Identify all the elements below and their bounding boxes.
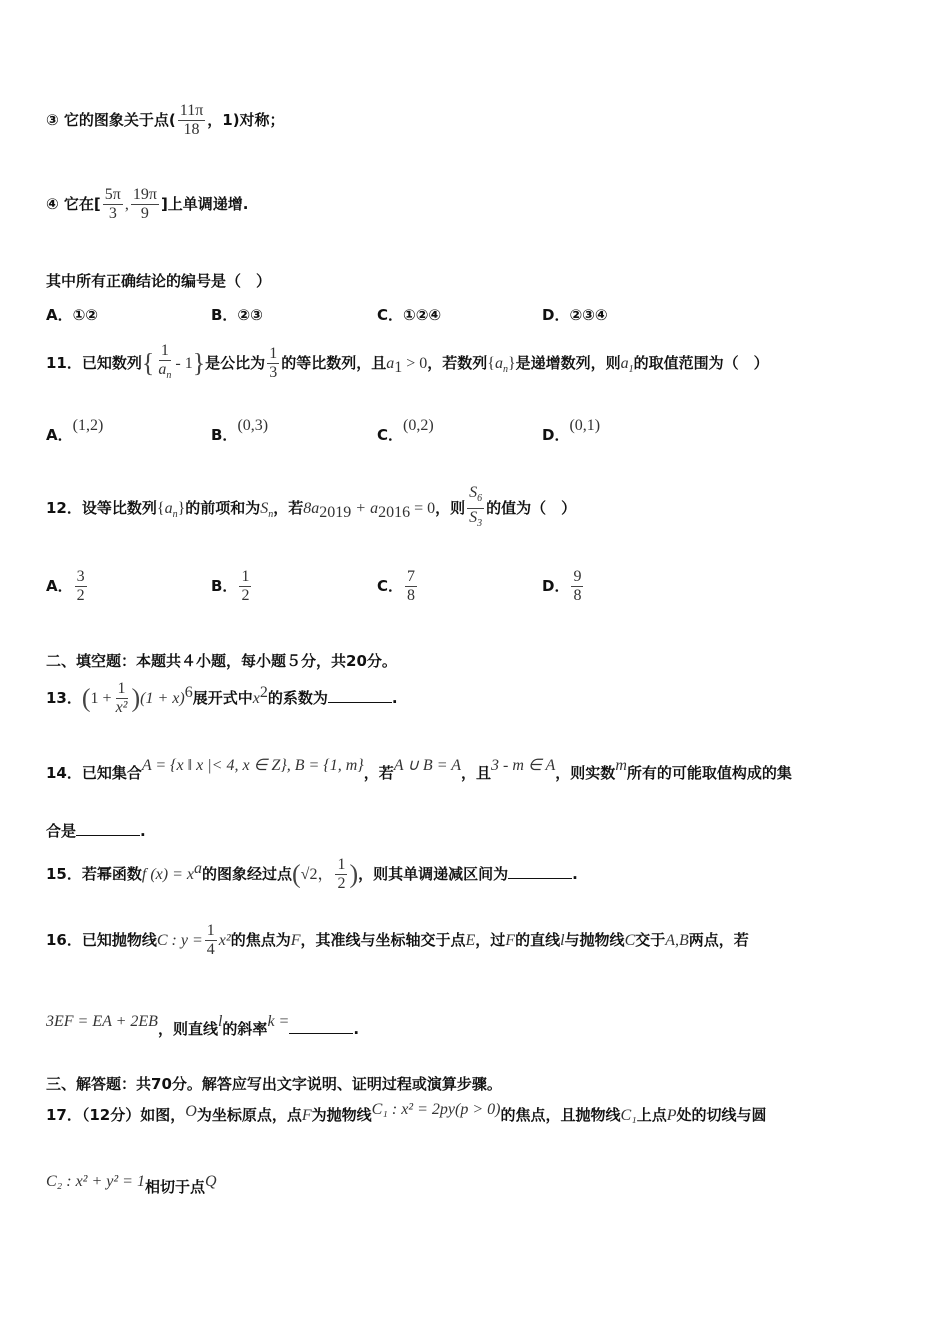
numerator-var: S [469, 484, 478, 501]
comma: , [124, 196, 129, 213]
fraction [571, 568, 583, 605]
q10-option-c[interactable]: C．①②④ [377, 306, 442, 324]
origin-o: O [185, 1103, 197, 1120]
q14-text5: 合是 [46, 822, 77, 840]
q11-text1: 是公比为 [205, 354, 266, 373]
q10-option-b[interactable]: B．②③ [211, 306, 263, 324]
period: . [572, 865, 578, 883]
expr-part2: (1 + x) [140, 690, 185, 707]
function-expr: f (x) = x [141, 866, 194, 883]
condition-expression: 3 - m ∈ A [490, 757, 556, 774]
paren-right: ) [349, 859, 359, 889]
minus-one: - 1 [175, 355, 193, 373]
sequence-term: $a_n$ [164, 500, 178, 521]
option-label: A． [46, 577, 73, 595]
denominator [467, 509, 484, 533]
denominator: 9 [140, 205, 149, 222]
q12-text1: 的前项和为 [185, 499, 261, 518]
q14-text4: 所有的可能取值构成的集 [626, 764, 792, 782]
q16-question [46, 922, 749, 959]
q16-text3: ，过 [475, 931, 506, 949]
q15-text2: ，则其单调递减区间为 [358, 865, 509, 883]
focus-f: F [290, 932, 301, 949]
point-x: √2 [300, 866, 318, 883]
q16-question-cont [46, 1013, 360, 1039]
q11-text3: ，若数列 [427, 354, 488, 373]
q10-item4 [46, 186, 249, 223]
option-label: B． [211, 577, 238, 595]
q12-question [46, 484, 576, 533]
q11-option-c[interactable] [377, 417, 434, 445]
denominator: 2 [76, 587, 85, 604]
fraction [75, 568, 87, 605]
q17-question [46, 1101, 767, 1125]
answer-blank[interactable] [76, 821, 140, 836]
first-term: $a_1$ [620, 355, 634, 376]
slope-k: k = [267, 1013, 290, 1030]
q10-item4-prefix: ④ 它在[ [46, 195, 101, 213]
period: . [391, 689, 398, 707]
numerator: 3 [76, 568, 85, 585]
fraction [178, 102, 205, 139]
curve-rhs: x² [218, 932, 231, 949]
q17-number: 17．（12分）如图， [46, 1106, 186, 1124]
fraction [156, 342, 173, 385]
parabola-c1: C₁ : x² = 2py [371, 1101, 455, 1118]
q11-option-b[interactable] [211, 417, 269, 445]
q17-text4: 上点 [636, 1106, 667, 1124]
q12-text4: 的值为（ ） [486, 499, 577, 518]
circle-c2: C₂ : x² + y² = 1 [46, 1173, 145, 1190]
eq-a: 8a [303, 500, 320, 518]
numerator: 1 [269, 345, 278, 363]
option-value: (1,2) [72, 417, 104, 434]
option-value: (0,1) [569, 417, 601, 434]
fraction [239, 568, 251, 605]
numerator: 9 [573, 568, 582, 585]
curve-lhs: C : y = [156, 932, 203, 949]
denominator: 8 [407, 587, 416, 604]
numerator: 1 [337, 856, 346, 873]
point-p: P [666, 1107, 677, 1124]
q13-question [46, 680, 398, 717]
q11-number: 11．已知数列 [46, 354, 142, 373]
q12-number: 12．设等比数列 [46, 499, 157, 518]
option-value: (0,2) [403, 417, 434, 434]
fraction [405, 568, 417, 605]
point-q: Q [204, 1173, 217, 1190]
variable: x [252, 690, 260, 707]
eq-d: 2016 [378, 504, 411, 522]
condition-rest: > 0 [402, 355, 428, 373]
numerator: 1 [241, 568, 250, 585]
answer-blank[interactable] [289, 1019, 353, 1034]
denominator: 2 [337, 875, 346, 892]
answer-blank[interactable] [508, 864, 572, 879]
q17-text1: 为坐标原点，点 [196, 1106, 302, 1124]
q10-item3-prefix: ③ 它的图象关于点( [46, 111, 176, 129]
option-label: C． [377, 577, 404, 595]
denominator-var: S [469, 509, 478, 527]
q16-text7: 两点，若 [688, 931, 749, 949]
section-3-heading: 三、解答题：共70分。解答应写出文字说明、证明过程或演算步骤。 [46, 1075, 502, 1093]
q10-item4-suffix: ]上单调递增. [160, 195, 249, 213]
q11-option-a[interactable] [46, 417, 104, 445]
denominator [156, 361, 173, 385]
option-label: D． [542, 577, 570, 595]
numerator: 1 [160, 342, 169, 359]
union-expression: A ∪ B = A [393, 757, 461, 774]
fraction [131, 186, 159, 223]
q13-text1: 展开式中 [192, 689, 253, 707]
option-label: D． [542, 426, 570, 444]
question-text: 其中所有正确结论的编号是（ ） [46, 272, 272, 290]
q14-question [46, 757, 792, 783]
numerator: 5π [104, 186, 121, 203]
fraction [114, 680, 130, 717]
q12-option-b[interactable] [211, 568, 253, 605]
option-label: A． [46, 426, 73, 444]
eq-c: + a [351, 500, 379, 518]
sequence-term: $a_n$ [494, 355, 508, 376]
numerator: 1 [117, 680, 126, 697]
q16-text5: 与抛物线 [564, 931, 625, 949]
brace-left: { [141, 348, 155, 378]
fraction [335, 856, 347, 893]
denominator: 4 [206, 941, 215, 958]
point-sep: ， [317, 866, 334, 883]
denominator-sub: 3 [477, 518, 483, 530]
q11-question [46, 342, 769, 385]
brace-left: { [156, 500, 165, 518]
brace-right: } [507, 355, 516, 373]
period: . [353, 1020, 360, 1038]
q13-text2: 的系数为 [267, 689, 328, 707]
eq-e: = 0 [410, 500, 436, 518]
q14-text2: ，且 [460, 764, 491, 782]
eq-b: 2019 [319, 504, 352, 522]
q16-number: 16．已知抛物线 [46, 931, 157, 949]
paren-left: ( [292, 859, 301, 889]
fraction [267, 345, 279, 382]
q13-number: 13． [46, 689, 82, 707]
q11-option-d[interactable] [542, 417, 601, 445]
paren-left: ( [81, 683, 91, 713]
q15-number: 15．若幂函数 [46, 865, 142, 883]
q15-question [46, 856, 578, 893]
expr-part1: 1 + [90, 690, 112, 707]
point-e: E [465, 932, 476, 949]
function-exponent: a [193, 860, 202, 877]
parabola-condition: (p > 0) [454, 1101, 501, 1118]
numerator: 11π [179, 102, 204, 119]
q17-text3: 的焦点，且抛物线 [500, 1106, 621, 1124]
points-ab: A,B [665, 932, 689, 949]
q12-option-d[interactable] [542, 568, 585, 605]
curve-c: C [624, 932, 636, 949]
line-l: l [560, 932, 565, 949]
subscript-1: 1 [394, 359, 403, 377]
fraction [467, 484, 484, 533]
q10-option-d[interactable]: D．②③④ [542, 306, 608, 324]
q10-question [46, 270, 271, 291]
subscript-n: n [166, 370, 172, 382]
set-expression: A = {x ‖ x |< 4, x ∈ Z}, B = {1, m} [141, 757, 364, 774]
option-value: (0,3) [237, 417, 269, 434]
section-2-heading: 二、填空题：本题共４小题，每小题５分，共20分。 [46, 652, 397, 670]
q12-text3: ，则 [435, 499, 466, 518]
sum-term: $S_n$ [260, 500, 274, 521]
q14-question-cont [46, 820, 146, 841]
q14-number: 14．已知集合 [46, 764, 142, 782]
brace-right: } [177, 500, 186, 518]
condition-var: a [386, 355, 395, 373]
option-label: C． [377, 426, 404, 444]
denominator: 18 [183, 121, 200, 138]
numerator: 1 [206, 922, 215, 939]
q17-text2: 为抛物线 [311, 1106, 372, 1124]
q12-option-c[interactable] [377, 568, 419, 605]
numerator: 7 [407, 568, 416, 585]
denominator: 2 [241, 587, 250, 604]
parabola-c1-ref: C₁ [620, 1107, 637, 1124]
period: . [140, 822, 146, 840]
answer-blank[interactable] [328, 688, 392, 703]
q17-text6: 相切于点 [144, 1178, 205, 1196]
brace-right: } [192, 348, 206, 378]
fraction [103, 186, 123, 223]
numerator-sub: 6 [477, 493, 483, 505]
q12-text2: ，若 [273, 499, 304, 518]
numerator: 19π [132, 186, 157, 203]
vector-equation: 3EF = EA + 2EB [46, 1013, 158, 1030]
q16-text2: ，其准线与坐标轴交于点 [300, 931, 466, 949]
q17-question-cont [46, 1173, 217, 1197]
variable-exponent: 2 [259, 684, 268, 701]
fraction [205, 922, 217, 959]
denominator: 3 [108, 205, 117, 222]
q16-text8: ，则直线 [157, 1020, 218, 1038]
q11-text5: 的取值范围为（ ） [633, 354, 769, 373]
option-label: B． [211, 426, 238, 444]
q11-text2: 的等比数列，且 [281, 354, 387, 373]
denominator-var: a [158, 361, 167, 378]
denominator: 8 [573, 587, 582, 604]
q14-text1: ，若 [363, 764, 394, 782]
q15-text1: 的图象经过点 [201, 865, 292, 883]
q11-text4: 是递增数列，则 [515, 354, 621, 373]
brace-left: { [487, 355, 495, 373]
q16-text1: 的焦点为 [230, 931, 291, 949]
q14-text3: ，则实数 [555, 764, 616, 782]
denominator: x² [115, 699, 128, 716]
q10-option-a[interactable]: A．①② [46, 306, 99, 324]
q10-item3 [46, 102, 285, 139]
line-l: l [217, 1013, 223, 1030]
exponent: 6 [184, 684, 193, 701]
focus-f: F [301, 1107, 312, 1124]
variable-m: m [615, 757, 627, 774]
paren-right: ) [131, 683, 141, 713]
q17-text5: 处的切线与圆 [676, 1106, 767, 1124]
point-f: F [505, 932, 516, 949]
q16-text6: 交于 [635, 931, 666, 949]
q10-item3-suffix: ，1)对称； [207, 111, 285, 129]
q16-text4: 的直线 [515, 931, 561, 949]
q16-text9: 的斜率 [222, 1020, 268, 1038]
q12-option-a[interactable] [46, 568, 89, 605]
denominator: 3 [269, 364, 278, 382]
numerator [467, 484, 484, 509]
